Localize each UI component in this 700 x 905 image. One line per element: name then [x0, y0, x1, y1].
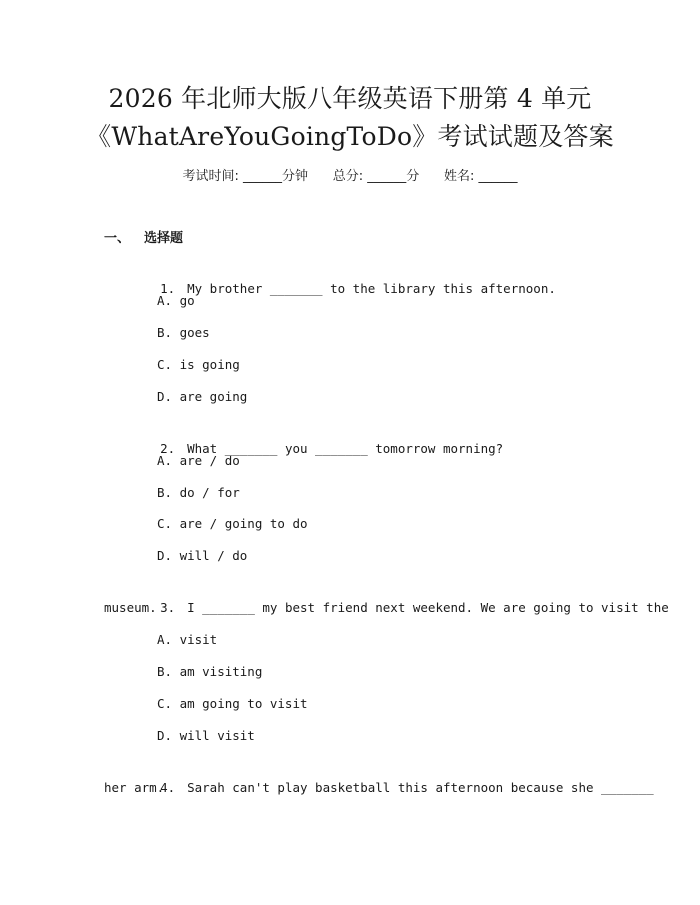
question-number: 3.: [160, 600, 176, 615]
question-text-continuation: her arm.: [104, 780, 165, 795]
question-number: 2.: [160, 441, 176, 456]
question-stem: [130, 758, 654, 818]
answer-option: A. go: [157, 293, 195, 308]
question-text-continuation: museum.: [104, 600, 157, 615]
answer-option: B. am visiting: [157, 664, 263, 679]
section-number: 一、: [104, 231, 131, 246]
question-text: What _______ you _______ tomorrow morning?: [187, 441, 504, 456]
exam-title-line1: 2026 年北师大版八年级英语下册第 4 单元: [108, 84, 592, 113]
question-number: 1.: [160, 281, 176, 296]
section-heading: [104, 229, 183, 249]
question-text: I _______ my best friend next weekend. We are going to visit the: [187, 600, 669, 615]
section-title: 选择题: [144, 231, 184, 246]
answer-option: D. will visit: [157, 728, 255, 743]
exam-title-line2: 《WhatAreYouGoingToDo》考试试题及答案: [86, 122, 614, 151]
question-stem: [130, 578, 669, 638]
question-text: My brother _______ to the library this afternoon.: [187, 281, 556, 296]
answer-option: C. am going to visit: [157, 696, 308, 711]
answer-option: C. are / going to do: [157, 516, 308, 531]
exam-meta-line: 考试时间: ______分钟 总分: ______分 姓名: ______: [182, 169, 518, 184]
question-number: 4.: [160, 780, 176, 795]
answer-option: D. are going: [157, 389, 248, 404]
question-text: Sarah can't play basketball this afternoon because she _______: [187, 780, 654, 795]
answer-option: B. goes: [157, 325, 210, 340]
answer-option: D. will / do: [157, 548, 248, 563]
answer-option: C. is going: [157, 357, 240, 372]
answer-option: A. visit: [157, 632, 218, 647]
answer-option: B. do / for: [157, 485, 240, 500]
answer-option: A. are / do: [157, 453, 240, 468]
